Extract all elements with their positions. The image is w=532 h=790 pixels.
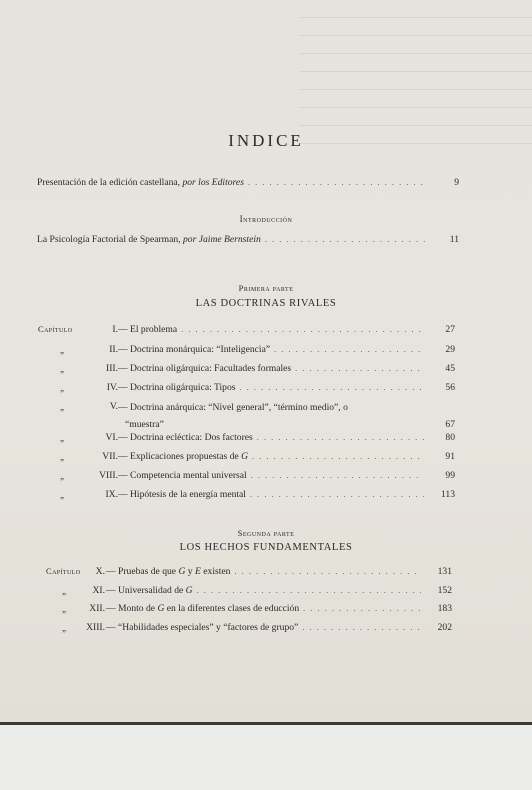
ditto-mark: „ xyxy=(62,604,66,614)
toc-chapter-entry xyxy=(106,603,452,615)
chapter-number: IX. xyxy=(105,489,118,500)
chapter-title-line xyxy=(118,401,425,414)
toc-chapter-entry xyxy=(118,344,455,356)
entry-text: Presentación de la edición castellana, xyxy=(37,177,183,188)
chapter-title: — El problema xyxy=(118,324,178,335)
chapter-number: I. xyxy=(112,324,118,335)
show-through-text xyxy=(300,0,532,150)
page-number: 113 xyxy=(440,489,455,500)
leader-dots xyxy=(248,177,428,189)
part-one-label: Primera parte xyxy=(238,283,294,293)
leader-dots xyxy=(274,344,424,356)
ditto-mark: „ xyxy=(60,433,64,443)
toc-chapter-entry xyxy=(106,566,452,578)
page-number: 202 xyxy=(437,622,452,633)
ditto-mark: „ xyxy=(60,471,64,481)
page-number: 9 xyxy=(454,177,459,188)
page-number: 131 xyxy=(437,566,452,577)
toc-chapter-entry xyxy=(106,585,452,597)
toc-chapter-entry xyxy=(118,470,455,482)
toc-chapter-entry xyxy=(118,489,455,501)
chapter-title: — Monto de G en la diferentes clases de educción xyxy=(106,603,300,614)
page-number: 27 xyxy=(445,324,455,335)
toc-chapter-entry xyxy=(118,363,455,375)
chapter-title: “muestra” xyxy=(125,419,164,430)
page-number: 183 xyxy=(437,603,452,614)
page-number: 56 xyxy=(445,382,455,393)
chapter-title: — Competencia mental universal xyxy=(118,470,247,481)
chapter-title: — Doctrina ecléctica: Dos factores xyxy=(118,432,253,443)
chapter-number: IV. xyxy=(106,382,118,393)
chapter-number: XII. xyxy=(89,603,105,614)
page-number: 99 xyxy=(445,470,455,481)
toc-chapter-entry xyxy=(106,622,452,634)
page-number: 45 xyxy=(445,363,455,374)
ditto-mark: „ xyxy=(62,586,66,596)
chapter-number: X. xyxy=(95,566,105,577)
leader-dots xyxy=(251,470,424,482)
leader-dots xyxy=(197,585,421,597)
entry-author: por los Editores xyxy=(182,177,244,188)
background-surface xyxy=(0,725,532,790)
chapter-title: — Universalidad de G xyxy=(106,585,193,596)
page-title: INDICE xyxy=(228,131,304,150)
chapter-title: — Doctrina anárquica: “Nivel general”, “término medio”, o xyxy=(118,402,348,413)
ditto-mark: „ xyxy=(60,490,64,500)
leader-dots xyxy=(252,451,424,463)
chapter-title: — Doctrina monárquica: “Inteligencia” xyxy=(118,344,271,355)
leader-dots xyxy=(265,234,428,246)
ditto-mark: „ xyxy=(60,345,64,355)
chapter-title: — “Habilidades especiales” y “factores de grupo” xyxy=(106,622,299,633)
leader-dots xyxy=(302,622,421,634)
page-number: 67 xyxy=(445,419,455,430)
ditto-mark: „ xyxy=(60,383,64,393)
toc-chapter-entry xyxy=(125,419,455,431)
leader-dots xyxy=(257,432,424,444)
toc-entry-presentacion xyxy=(37,177,459,189)
chapter-title: — Doctrina oligárquica: Facultades formales xyxy=(118,363,292,374)
page-number: 29 xyxy=(445,344,455,355)
chapter-number: II. xyxy=(109,344,118,355)
chapter-title: — Explicaciones propuestas de G xyxy=(118,451,249,462)
part-two-label: Segunda parte xyxy=(237,528,295,538)
introduccion-heading: Introducción xyxy=(239,214,293,224)
chapter-number: XIII. xyxy=(86,622,105,633)
page-number: 91 xyxy=(445,451,455,462)
toc-entry-introduccion xyxy=(37,234,459,246)
ditto-mark: „ xyxy=(60,452,64,462)
chapter-title: — Pruebas de que G y E existen xyxy=(106,566,231,577)
leader-dots xyxy=(240,382,424,394)
ditto-mark: „ xyxy=(60,364,64,374)
toc-chapter-entry xyxy=(118,382,455,394)
chapter-number: VII. xyxy=(102,451,118,462)
leader-dots xyxy=(181,324,424,336)
chapter-title: — Hipótesis de la energía mental xyxy=(118,489,246,500)
page-number: 152 xyxy=(437,585,452,596)
toc-chapter-entry xyxy=(118,432,455,444)
chapter-number: III. xyxy=(106,363,118,374)
chapter-title: — Doctrina oligárquica: Tipos xyxy=(118,382,236,393)
ditto-mark: „ xyxy=(62,623,66,633)
leader-dots xyxy=(250,489,424,501)
ditto-mark: „ xyxy=(60,402,64,412)
part-one-heading: LAS DOCTRINAS RIVALES xyxy=(195,298,337,309)
part-two-heading: LOS HECHOS FUNDAMENTALES xyxy=(179,542,353,553)
chapter-number: V. xyxy=(109,401,118,412)
chapter-number: VIII. xyxy=(99,470,118,481)
capitulo-label: Capítulo xyxy=(46,566,81,576)
entry-text: La Psicología Factorial de Spearman, xyxy=(37,234,183,245)
page-number: 11 xyxy=(449,234,459,245)
chapter-number: XI. xyxy=(92,585,105,596)
page-number: 80 xyxy=(445,432,455,443)
capitulo-label: Capítulo xyxy=(38,324,73,334)
toc-chapter-entry xyxy=(118,451,455,463)
toc-chapter-entry xyxy=(118,324,455,336)
leader-dots xyxy=(295,363,424,375)
chapter-number: VI. xyxy=(105,432,118,443)
entry-author: por Jaime Bernstein xyxy=(183,234,261,245)
leader-dots xyxy=(234,566,421,578)
leader-dots xyxy=(303,603,421,615)
